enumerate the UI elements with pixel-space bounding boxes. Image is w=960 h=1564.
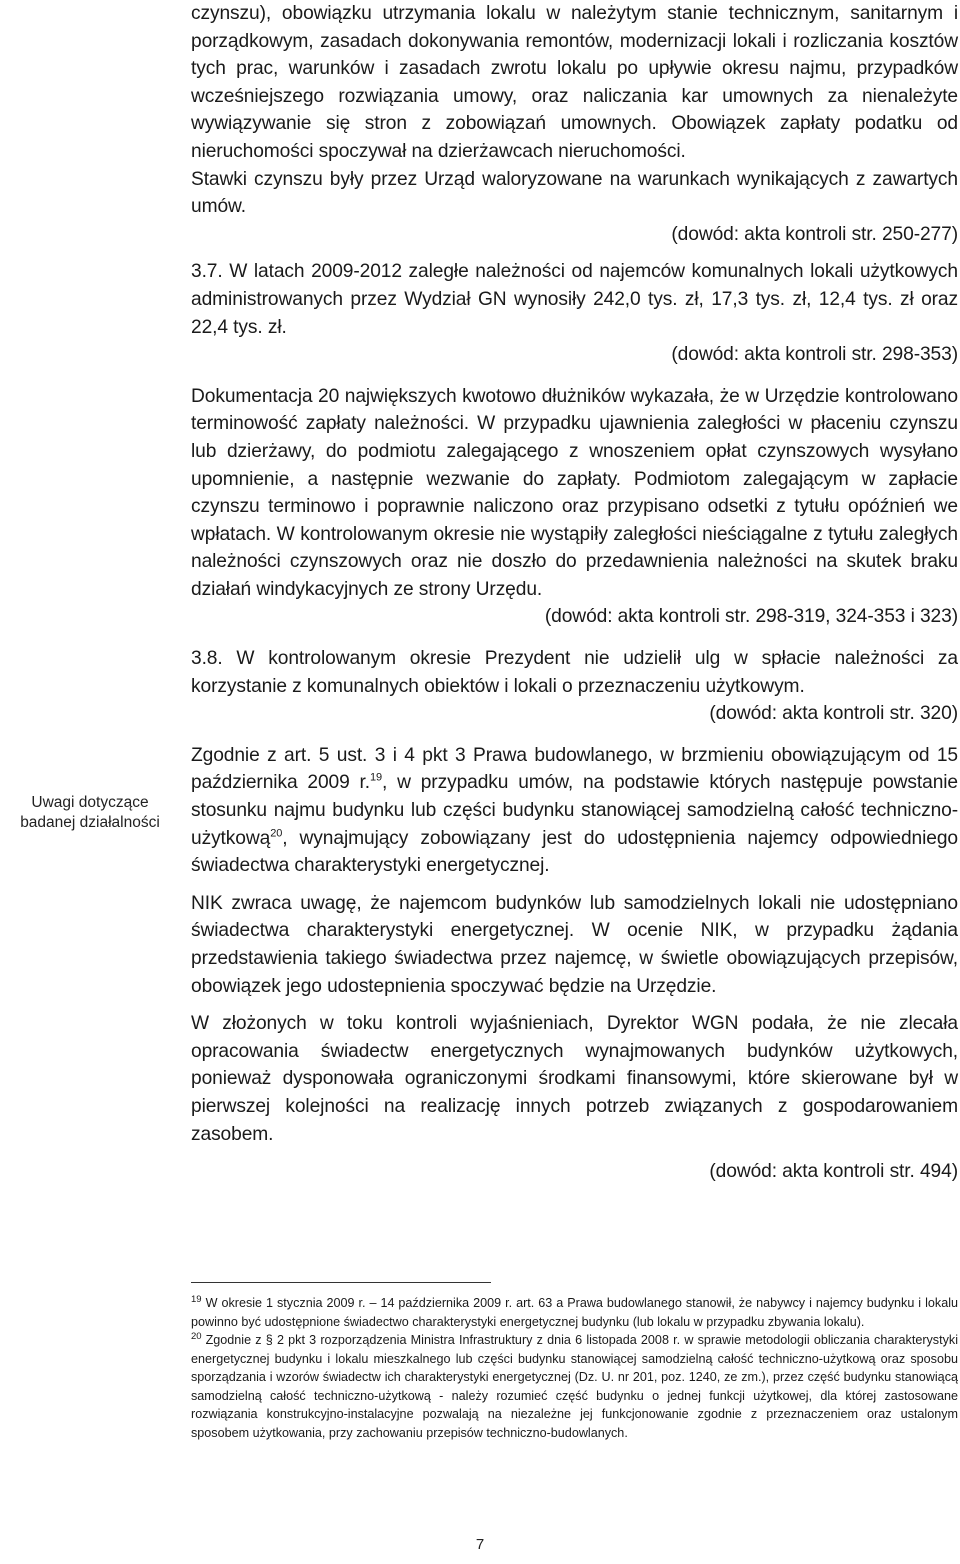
evidence-reference-2: (dowód: akta kontroli str. 298-353) bbox=[671, 344, 958, 366]
paragraph-rent-indexation: Stawki czynszu były przez Urząd waloryzowane na warunkach wynikających z zawartych umów. bbox=[191, 168, 958, 218]
building-law-text-3: , wynajmujący zobowiązany jest do udostępnienia najemcy odpowiedniego świadectwa charakterystyki energetycznej. bbox=[191, 827, 958, 877]
building-law-text-2: , w przypadku umów, na podstawie których następuje powstanie stosunku najmu budynku lub części budynku stanowiącej samodzielną całość techniczno-użytkową bbox=[191, 772, 958, 849]
paragraph-nik-remark: NIK zwraca uwagę, że najemcom budynków lub samodzielnych lokali nie udostępniano świadectwa charakterystyki energetycznej. W ocenie NIK, w przypadku żądania przedstawienia takiego świadectwa przez najemcę, w świetle obowiązujących przepisów, obowiązek jego udostepnienia spoczywać będzie na Urzędzie. bbox=[191, 892, 958, 997]
paragraph-building-law bbox=[191, 742, 958, 880]
footnote-number: 19 bbox=[191, 1293, 202, 1305]
evidence-reference-1: (dowód: akta kontroli str. 250-277) bbox=[671, 223, 958, 245]
page-number: 7 bbox=[475, 1536, 485, 1553]
paragraph-3-8-relief: 3.8. W kontrolowanym okresie Prezydent nie udzielił ulg w spłacie należności za korzystanie z komunalnych obiektów i lokali o przeznaczeniu użytkowym. bbox=[191, 648, 958, 697]
footnote-text: Zgodnie z § 2 pkt 3 rozporządzenia Ministra Infrastruktury z dnia 6 listopada 2008 r. w sprawie metodologii obliczania charakterystyki energetycznej budynku i lokalu mieszkalnego lub części budynku stanowiącej samodzielną całość techniczno-użytkową oraz sposobu sporządzania i wzorów świadectw ich charakterystyki energetycznej (Dz. U. nr 201, poz. 1240, ze zm.), przez część budynku stanowiącą samodzielną całość techniczno-użytkową - należy rozumieć część budynku o jednej funkcji użytkowej, dla której zastosowane rozwiązania konstrukcyjno-instalacyjne pozwalają na niezależne jej funkcjonowanie zgodnie z przeznaczeniem oraz ustalonym sposobem użytkowania, przy zachowaniu przepisów techniczno-budowlanych. bbox=[191, 1333, 958, 1440]
building-law-text-1: Zgodnie z art. 5 ust. 3 i 4 pkt 3 Prawa budowlanego, w brzmieniu obowiązującym od 15 października 2009 r. bbox=[191, 744, 958, 794]
paragraph-3-7-arrears: 3.7. W latach 2009-2012 zaległe należności od najemców komunalnych lokali użytkowych administrowanych przez Wydział GN wynosiły 242,0 tys. zł, 17,3 tys. zł, 12,4 tys. zł oraz 22,4 tys. zł. bbox=[191, 261, 958, 338]
footnote-20 bbox=[191, 1331, 958, 1442]
paragraph-debtor-documentation: Dokumentacja 20 największych kwotowo dłużników wykazała, że w Urzędzie kontrolowano terminowość zapłaty należności. W przypadku ujawnienia zaległości w płaceniu czynszu lub dzierżawy, do podmiotu zalegającego z wnoszeniem opłat czynszowych wysyłano upomnienie, a następnie wezwanie do zapłaty. Podmiotom zalegającym w zapłacie czynszu terminowo i poprawnie naliczono oraz przypisano odsetki z tytułu opóźnień we wpłatach. W kontrolowanym okresie nie wystąpiły zaległości nieściągalne z tytułu zaległych należności czynszowych oraz nie doszło do przedawnienia należności na skutek braku działań windykacyjnych ze strony Urzędu. bbox=[191, 385, 958, 600]
margin-heading-line-2: badanej działalności bbox=[20, 814, 160, 831]
footnote-ref-19[interactable]: 19 bbox=[369, 772, 383, 785]
main-text bbox=[191, 0, 958, 1186]
paragraph-director-explanation: W złożonych w toku kontroli wyjaśnieniach, Dyrektor WGN podała, że nie zlecała opracowania świadectw energetycznych wynajmowanych budynków użytkowych, ponieważ dysponowała ograniczonymi środkami finansowymi, które skierowane był w pierwszej kolejności na realizację innych potrzeb związanych z gospodarowaniem zasobem. bbox=[191, 1013, 958, 1145]
footnote-number: 20 bbox=[191, 1330, 202, 1342]
evidence-reference-3: (dowód: akta kontroli str. 298-319, 324-353 i 323) bbox=[544, 606, 958, 628]
footnote-text: W okresie 1 stycznia 2009 r. – 14 października 2009 r. art. 63 a Prawa budowlanego stanowił, że nabywcy i najemcy budynku i lokalu powinno być udostępnione świadectwo charakterystyki energetycznej budynku (lub lokalu w przypadku zbywania lokalu). bbox=[191, 1296, 958, 1329]
footnotes bbox=[191, 1294, 958, 1442]
margin-heading-line-1: Uwagi dotyczące bbox=[31, 794, 149, 811]
footnote-19 bbox=[191, 1294, 958, 1331]
evidence-reference-5: (dowód: akta kontroli str. 494) bbox=[709, 1161, 958, 1183]
footnote-separator bbox=[191, 1282, 491, 1283]
paragraph-lease-terms: czynszu), obowiązku utrzymania lokalu w należytym stanie technicznym, sanitarnym i porządkowym, zasadach dokonywania remontów, modernizacji lokali i rozliczania kosztów tych prac, warunków i zasadach zwrotu lokalu po upływie okresu najmu, przypadków wcześniejszego rozwiązania umowy, oraz naliczania kar umownych za nienależyte wywiązywanie się stron z zobowiązań umownych. Obowiązek zapłaty podatku od nieruchomości spoczywał na dzierżawcach nieruchomości. bbox=[191, 3, 958, 162]
evidence-reference-4: (dowód: akta kontroli str. 320) bbox=[709, 703, 958, 725]
footnote-ref-20[interactable]: 20 bbox=[270, 827, 283, 840]
margin-heading bbox=[0, 793, 180, 833]
